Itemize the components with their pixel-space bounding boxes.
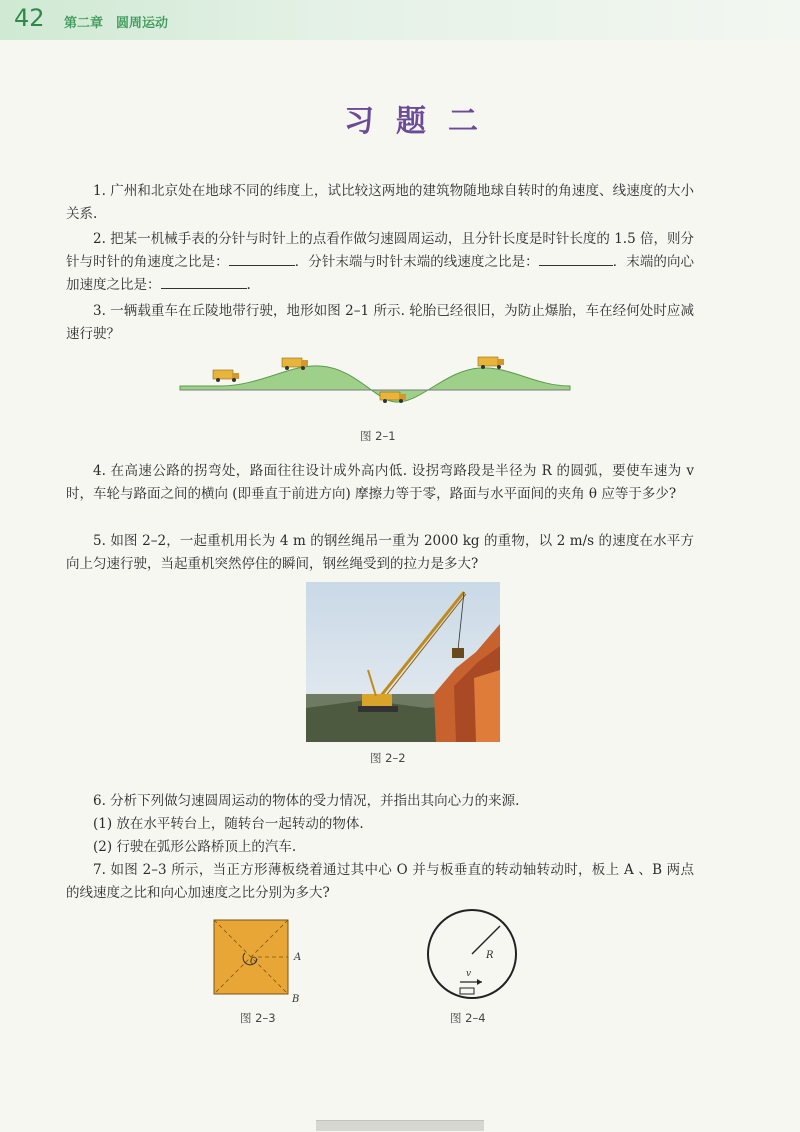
problem-1: 1. 广州和北京处在地球不同的纬度上，试比较这两地的建筑物随地球自转时的角速度、线速度的大小关系. bbox=[66, 183, 694, 222]
problem-4: 4. 在高速公路的拐弯处，路面往往设计成外高内低. 设拐弯路段是半径为 R 的圆弧，要使车速为 v 时，车轮与路面之间的横向 (即垂直于前进方向) 摩擦力等于零，路面与水平面间的夹角 θ 应等于多少? bbox=[66, 463, 694, 502]
problem-2-text-b: ．分针末端与时针末端的线速度之比是： bbox=[294, 254, 539, 270]
radius-label: R bbox=[486, 950, 494, 961]
page-footer-bar bbox=[316, 1120, 484, 1131]
problem-2 bbox=[66, 228, 694, 297]
problem-7: 7. 如图 2–3 所示，当正方形薄板绕着通过其中心 O 并与板垂直的转动轴转动时，板上 A 、B 两点的线速度之比和向心加速度之比分别为多大? bbox=[66, 862, 694, 901]
problem-2-text-c: ．末端的向心加速度之比是： bbox=[66, 254, 695, 293]
figure-2-3-caption: 图 2–3 bbox=[240, 1011, 276, 1025]
chapter-title: 第二章 圆周运动 bbox=[64, 16, 169, 31]
section-title: 习题二 bbox=[344, 104, 500, 139]
answer-blank-2[interactable] bbox=[539, 265, 613, 266]
problem-3: 3. 一辆载重车在丘陵地带行驶，地形如图 2–1 所示. 轮胎已经很旧，为防止爆胎，车在经何处时应减速行驶？ bbox=[66, 303, 694, 342]
figure-2-4-circular-track bbox=[424, 904, 524, 1004]
page-header bbox=[0, 0, 800, 40]
figure-2-1-hills bbox=[180, 350, 570, 410]
figure-2-2-caption: 图 2–2 bbox=[370, 751, 406, 765]
truck-icon bbox=[213, 370, 239, 382]
point-o-label: O bbox=[250, 957, 258, 967]
problem-6-item-1: (1) 放在水平转台上，随转台一起转动的物体. bbox=[93, 816, 364, 832]
page-number: 42 bbox=[14, 4, 45, 32]
problem-2-text-a: 2. 把某一机械手表的分针与时针上的点看作做匀速圆周运动，且分针长度是时针长度的 1.5 倍，则分针与时针的角速度之比是： bbox=[66, 231, 694, 270]
figure-2-3-square-plate bbox=[212, 918, 312, 1004]
problem-5: 5. 如图 2–2，一起重机用长为 4 m 的钢丝绳吊一重为 2000 kg 的重物，以 2 m/s 的速度在水平方向上匀速行驶，当起重机突然停住的瞬间，钢丝绳受到的拉力是多大? bbox=[66, 533, 694, 572]
problem-6-item-2: (2) 行驶在弧形公路桥顶上的汽车. bbox=[93, 839, 297, 855]
answer-blank-3[interactable] bbox=[161, 288, 247, 289]
truck-icon bbox=[282, 358, 308, 370]
point-b-label: B bbox=[292, 994, 300, 1005]
truck-icon bbox=[478, 357, 504, 369]
problem-6: 6. 分析下列做匀速圆周运动的物体的受力情况，并指出其向心力的来源. bbox=[93, 793, 520, 809]
answer-blank-1[interactable] bbox=[229, 265, 295, 266]
problem-2-text-d: . bbox=[246, 277, 251, 293]
figure-2-2-crane-photo bbox=[306, 582, 500, 742]
figure-2-4-caption: 图 2–4 bbox=[450, 1011, 486, 1025]
figure-2-1-caption: 图 2–1 bbox=[360, 429, 396, 443]
point-a-label: A bbox=[294, 952, 302, 963]
velocity-label: v bbox=[466, 969, 472, 979]
